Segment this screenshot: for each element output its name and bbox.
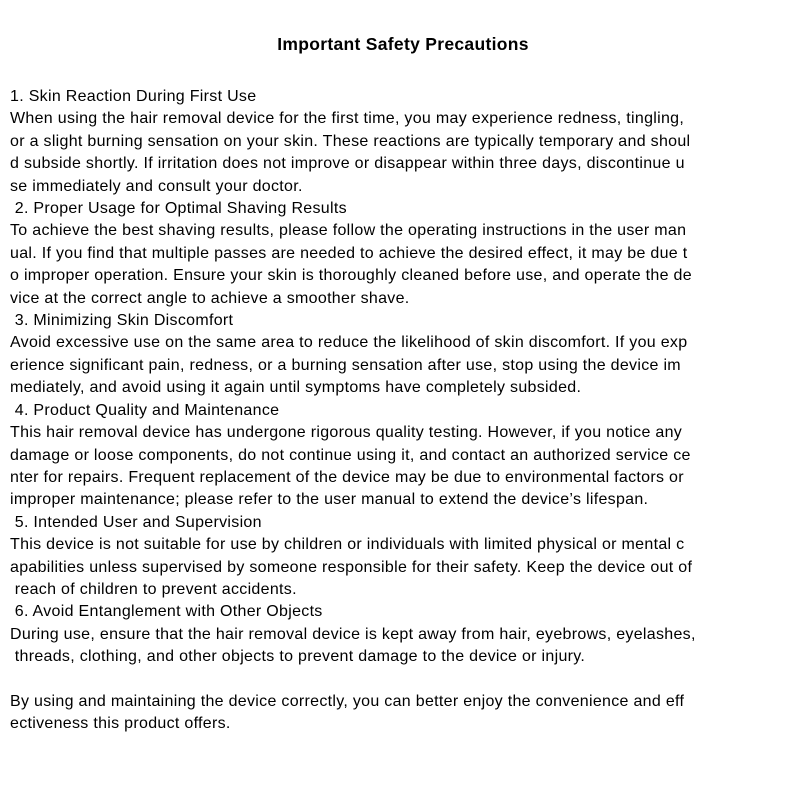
text-line: To achieve the best shaving results, please follow the operating instructions in the user man: [10, 222, 687, 240]
text-line: damage or loose components, do not continue using it, and contact an authorized service ce: [10, 446, 691, 464]
page-title: Important Safety Precautions: [277, 34, 529, 54]
text-line: reach of children to prevent accidents.: [10, 580, 297, 598]
text-line: When using the hair removal device for the first time, you may experience redness, tingling,: [10, 110, 685, 128]
text-line: ual. If you find that multiple passes are needed to achieve the desired effect, it may be due t: [10, 244, 688, 262]
section-skin-discomfort: [10, 310, 796, 400]
section-heading: 1. Skin Reaction During First Use: [10, 88, 257, 105]
text-line: During use, ensure that the hair removal device is kept away from hair, eyebrows, eyelashes,: [10, 625, 696, 643]
section-heading: 3. Minimizing Skin Discomfort: [10, 312, 234, 330]
section-heading: 5. Intended User and Supervision: [10, 513, 262, 531]
text-line: mediately, and avoid using it again until symptoms have completely subsided.: [10, 379, 582, 397]
text-line: nter for repairs. Frequent replacement of the device may be due to environmental factors or: [10, 468, 684, 486]
text-line: By using and maintaining the device correctly, you can better enjoy the convenience and eff: [10, 692, 685, 710]
text-line: threads, clothing, and other objects to prevent damage to the device or injury.: [10, 648, 586, 666]
text-line: improper maintenance; please refer to the user manual to extend the device’s lifespan.: [10, 491, 649, 509]
closing-paragraph: [10, 691, 796, 736]
text-line: Avoid excessive use on the same area to reduce the likelihood of skin discomfort. If you exp: [10, 334, 688, 352]
text-line: erience significant pain, redness, or a burning sensation after use, stop using the device im: [10, 356, 681, 374]
text-line: This hair removal device has undergone rigorous quality testing. However, if you notice any: [10, 424, 683, 442]
text-line: or a slight burning sensation on your skin. These reactions are typically temporary and shoul: [10, 132, 691, 150]
text-line: o improper operation. Ensure your skin is thoroughly cleaned before use, and operate the de: [10, 267, 692, 285]
text-line: d subside shortly. If irritation does not improve or disappear within three days, discontinue u: [10, 155, 685, 173]
text-line: se immediately and consult your doctor.: [10, 177, 303, 195]
section-heading: 6. Avoid Entanglement with Other Objects: [10, 603, 323, 621]
paragraph-spacer: [10, 669, 796, 691]
section-skin-reaction: [10, 86, 796, 198]
section-heading: 4. Product Quality and Maintenance: [10, 401, 280, 419]
text-line: apabilities unless supervised by someone responsible for their safety. Keep the device out of: [10, 558, 693, 576]
section-intended-user: [10, 512, 796, 602]
text-line: ectiveness this product offers.: [10, 715, 231, 733]
text-line: This device is not suitable for use by children or individuals with limited physical or mental c: [10, 536, 685, 554]
section-quality-maintenance: [10, 400, 796, 512]
section-avoid-entanglement: [10, 601, 796, 668]
text-line: vice at the correct angle to achieve a smoother shave.: [10, 289, 410, 307]
section-heading: 2. Proper Usage for Optimal Shaving Results: [10, 200, 347, 218]
section-proper-usage: [10, 198, 796, 310]
